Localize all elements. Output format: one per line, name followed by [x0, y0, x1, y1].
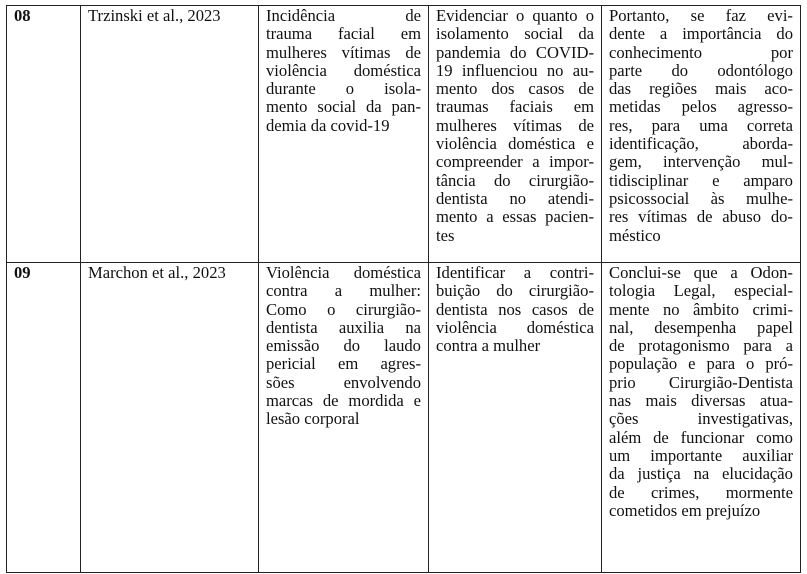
study-number: 09	[7, 263, 81, 573]
cell-line: dentista nos casos de	[436, 299, 594, 319]
cell-line: dentista no atendi-	[436, 188, 594, 208]
cell-line: população e para o pró-	[609, 354, 793, 374]
study-conclusion	[602, 6, 801, 263]
cell-line: res vítimas de abuso do-	[609, 207, 793, 227]
cell-line: Violência doméstica	[266, 263, 421, 282]
cell-line: mento social da pan-	[266, 97, 421, 117]
cell-line: 19 influenciou no au-	[436, 60, 594, 80]
cell-line: Conclui-se que a Odon-	[609, 263, 793, 282]
cell-line: Portanto, se faz evi-	[609, 6, 793, 25]
cell-line: compreender a impor-	[436, 152, 594, 172]
cell-line: méstico	[609, 225, 661, 245]
cell-line: isolamento social da	[436, 24, 594, 44]
cell-line: contra a mulher	[436, 336, 541, 356]
study-objective	[429, 263, 602, 573]
cell-line: psicossocial às mulhe-	[609, 188, 793, 208]
cell-line: da justiça na elucidação	[609, 464, 793, 484]
cell-line: trauma facial em	[266, 24, 421, 44]
study-author: Marchon et al., 2023	[81, 263, 259, 573]
cell-line: violência doméstica e	[436, 134, 594, 154]
cell-line: mulheres vítimas de	[436, 115, 594, 135]
cell-line: dentista auxilia na	[266, 317, 421, 337]
cell-line: mento dos casos de	[436, 79, 594, 99]
cell-line: tância do cirurgião-	[436, 170, 594, 190]
cell-line: além de funcionar como	[609, 427, 793, 447]
cell-line: um importante auxiliar	[609, 445, 793, 465]
cell-line: res, para uma correta	[609, 115, 793, 135]
cell-line: mulheres vítimas de	[266, 42, 421, 62]
cell-line: tidisciplinar e amparo	[609, 170, 793, 190]
cell-line: demia da covid-19	[266, 115, 390, 135]
cell-line: mento a essas pacien-	[436, 207, 594, 227]
cell-line: prio Cirurgião-Dentista	[609, 372, 793, 392]
study-conclusion	[602, 263, 801, 573]
cell-line: identificação, aborda-	[609, 134, 793, 154]
cell-line: lesão corporal	[266, 409, 360, 429]
cell-line: tes	[436, 225, 455, 245]
cell-line: cometidos em prejuízo	[609, 500, 761, 520]
cell-line: nas mais diversas atua-	[609, 391, 793, 411]
cell-line: conhecimento por	[609, 42, 793, 62]
cell-line: Evidenciar o quanto o	[436, 6, 594, 25]
cell-line: de crimes, mormente	[609, 482, 793, 502]
cell-line: ções investigativas,	[609, 409, 793, 429]
table-row	[7, 263, 801, 573]
cell-line: Incidência de	[266, 6, 421, 25]
cell-line: traumas faciais em	[436, 97, 594, 117]
cell-line: das regiões mais aco-	[609, 79, 793, 99]
cell-line: sões envolvendo	[266, 372, 421, 392]
cell-line: emissão do laudo	[266, 336, 421, 356]
cell-line: dente a importância do	[609, 24, 793, 44]
cell-line: parte do odontólogo	[609, 60, 793, 80]
study-objective	[429, 6, 602, 263]
study-number: 08	[7, 6, 81, 263]
study-title	[259, 6, 429, 263]
review-table	[6, 5, 801, 573]
cell-line: Como o cirurgião-	[266, 299, 421, 319]
cell-line: gem, intervenção mul-	[609, 152, 793, 172]
cell-line: Identificar a contri-	[436, 263, 594, 282]
cell-line: metidas pelos agresso-	[609, 97, 793, 117]
cell-line: mente no âmbito crimi-	[609, 299, 793, 319]
cell-line: violência doméstica	[266, 60, 421, 80]
table-row	[7, 6, 801, 263]
cell-line: de protagonismo para a	[609, 336, 793, 356]
study-title	[259, 263, 429, 573]
cell-line: nal, desempenha papel	[609, 317, 793, 337]
cell-line: contra a mulher:	[266, 281, 421, 301]
cell-line: durante o isola-	[266, 79, 421, 99]
cell-line: marcas de mordida e	[266, 391, 421, 411]
cell-line: pandemia do COVID-	[436, 42, 594, 62]
cell-line: violência doméstica	[436, 317, 594, 337]
cell-line: buição do cirurgião-	[436, 281, 594, 301]
cell-line: pericial em agres-	[266, 354, 421, 374]
study-author: Trzinski et al., 2023	[81, 6, 259, 263]
cell-line: tologia Legal, especial-	[609, 281, 793, 301]
